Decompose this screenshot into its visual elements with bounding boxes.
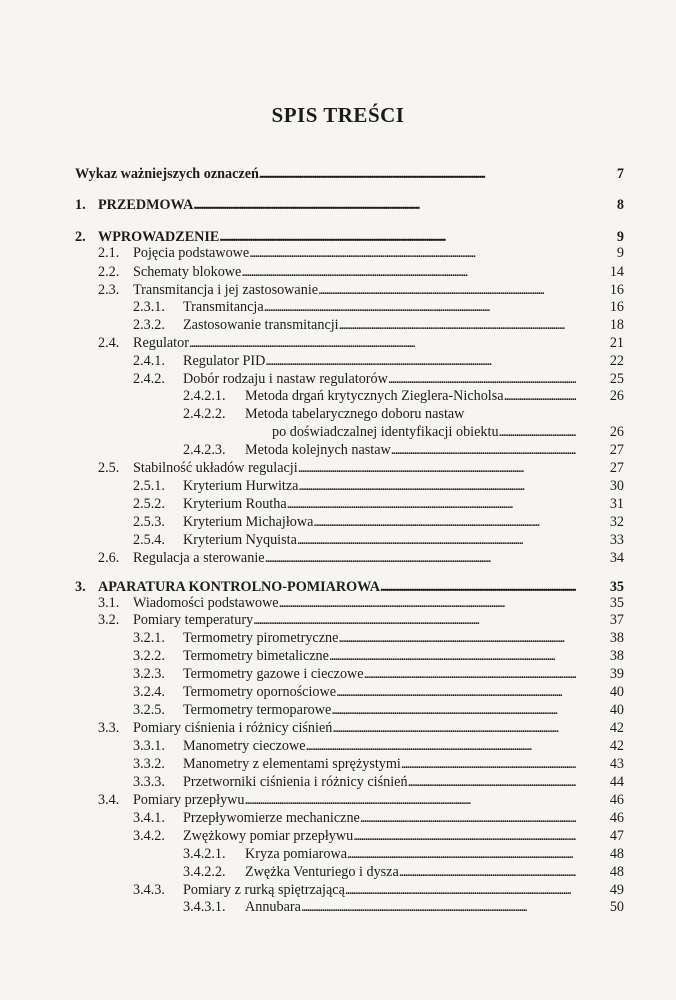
dot-leader [193, 196, 576, 214]
toc-entry [0, 737, 676, 755]
toc-entry-page: 31 [609, 496, 624, 512]
toc-entry-number: 3.2.1. [133, 630, 165, 646]
toc-entry-page: 9 [616, 245, 624, 261]
toc-entry-title: Termometry termoparowe [183, 702, 332, 718]
toc-entry [0, 405, 676, 423]
toc-entry-title: Termometry opornościowe [183, 684, 337, 700]
toc-entry-number: 3.4.1. [133, 810, 165, 826]
toc-entry-title: Annubara [245, 899, 301, 915]
toc-entry-page: 46 [609, 810, 624, 826]
toc-entry-title: Metoda drgań krytycznych Zieglera-Nicholsa [245, 388, 504, 404]
toc-entry-title: Kryza pomiarowa [245, 846, 348, 862]
toc-entry-page: 44 [609, 774, 624, 790]
toc-entry-title: Zwężkowy pomiar przepływu [183, 828, 354, 844]
dot-leader [253, 611, 576, 629]
toc-entry [0, 477, 676, 495]
toc-entry-number: 3.2.3. [133, 666, 165, 682]
toc-entry-number: 3.4.3. [133, 882, 165, 898]
toc-entry-page: 34 [609, 550, 624, 566]
toc-entry-title: Regulator [133, 335, 189, 351]
toc-entry [0, 281, 676, 299]
dot-leader [331, 701, 576, 719]
toc-entry-page: 8 [616, 197, 624, 213]
dot-leader [353, 827, 576, 845]
toc-entry-page: 30 [609, 478, 624, 494]
dot-leader [499, 423, 576, 441]
toc-entry-page: 33 [609, 532, 624, 548]
toc-entry [0, 459, 676, 477]
toc-entry-title: Wiadomości podstawowe [133, 595, 279, 611]
toc-entry-page: 46 [609, 792, 624, 808]
toc-entry-title: APARATURA KONTROLNO-POMIAROWA [98, 579, 381, 595]
dot-leader [313, 513, 576, 531]
toc-entry-number: 2.4.2. [133, 371, 165, 387]
toc-entry-page: 26 [609, 388, 624, 404]
toc-entry [0, 423, 676, 441]
toc-entry [0, 316, 676, 334]
toc-entry-page: 26 [609, 424, 624, 440]
toc-entry [0, 629, 676, 647]
toc-entry-number: 2.3.1. [133, 299, 165, 315]
toc-entry-title: Manometry cieczowe [183, 738, 306, 754]
toc-entry [0, 809, 676, 827]
dot-leader [301, 898, 576, 916]
toc-entry [0, 827, 676, 845]
toc-entry-title: Zwężka Venturiego i dysza [245, 864, 399, 880]
toc-entry [0, 898, 676, 916]
dot-leader [298, 459, 576, 477]
toc-entry-title: Kryterium Nyquista [183, 532, 297, 548]
toc-entry-number: 2.6. [98, 550, 120, 566]
toc-entry [0, 531, 676, 549]
dot-leader [339, 316, 576, 334]
toc-entry [0, 244, 676, 262]
toc-entry [0, 196, 676, 214]
toc-entry-title: Termometry bimetaliczne [183, 648, 329, 664]
toc-entry-number: 2.5.4. [133, 532, 165, 548]
toc-entry-number: 2.1. [98, 245, 120, 261]
toc-entry [0, 370, 676, 388]
toc-entry-page: 47 [609, 828, 624, 844]
toc-entry-page: 49 [609, 882, 624, 898]
toc-entry-title: Pojęcia podstawowe [133, 245, 250, 261]
toc-entry-page: 40 [609, 702, 624, 718]
toc-entry-page: 42 [609, 720, 624, 736]
toc-entry-number: 3.2.4. [133, 684, 165, 700]
toc-entry-number: 3.2.5. [133, 702, 165, 718]
toc-entry-title: PRZEDMOWA [98, 197, 194, 213]
dot-leader [329, 647, 576, 665]
toc-entry [0, 845, 676, 863]
page-title: SPIS TREŚCI [271, 103, 405, 127]
toc-entry-number: 3.4.2. [133, 828, 165, 844]
dot-leader [504, 387, 576, 405]
toc-entry-title: Zastosowanie transmitancji [183, 317, 339, 333]
dot-leader [241, 263, 576, 281]
toc-entry-number: 1. [75, 197, 86, 213]
dot-leader [264, 298, 576, 316]
toc-entry-number: 2.4.2.3. [183, 442, 226, 458]
toc-entry [0, 791, 676, 809]
toc-entry [0, 263, 676, 281]
toc-entry-title: Przepływomierze mechaniczne [183, 810, 360, 826]
toc-entry-page: 16 [609, 299, 624, 315]
toc-entry-number: 3.3.3. [133, 774, 165, 790]
dot-leader [408, 773, 576, 791]
toc-entry [0, 881, 676, 899]
toc-entry-page: 9 [616, 229, 624, 245]
toc-entry-number: 2.5.1. [133, 478, 165, 494]
toc-entry-page: 27 [609, 460, 624, 476]
toc-entry-number: 3.4. [98, 792, 120, 808]
toc-entry-page: 32 [609, 514, 624, 530]
dot-leader [345, 881, 576, 899]
dot-leader [298, 477, 576, 495]
dot-leader [265, 352, 576, 370]
toc-entry-number: 3. [75, 579, 86, 595]
dot-leader [401, 755, 576, 773]
toc-entry-title: Wykaz ważniejszych oznaczeń [75, 166, 259, 182]
dot-leader [189, 334, 576, 352]
dot-leader [297, 531, 576, 549]
toc-entry-number: 2.4.2.1. [183, 388, 226, 404]
toc-entry-title: Metoda tabelarycznego doboru nastaw [245, 406, 465, 422]
toc-entry-title: Pomiary przepływu [133, 792, 245, 808]
toc-entry-number: 3.3.1. [133, 738, 165, 754]
toc-entry [0, 594, 676, 612]
toc-entry [0, 387, 676, 405]
toc-entry [0, 755, 676, 773]
toc-entry-title: Kryterium Hurwitza [183, 478, 299, 494]
toc-entry [0, 665, 676, 683]
toc-entry-page: 25 [609, 371, 624, 387]
toc-entry-title: Pomiary temperatury [133, 612, 254, 628]
toc-entry-title: Metoda kolejnych nastaw [245, 442, 391, 458]
toc-entry [0, 352, 676, 370]
dot-leader [265, 549, 576, 567]
toc-entry [0, 513, 676, 531]
toc-entry-page: 14 [609, 264, 624, 280]
toc-entry-number: 2.3. [98, 282, 120, 298]
dot-leader [245, 791, 576, 809]
toc-entry-page: 35 [609, 579, 624, 595]
toc-entry-page: 22 [609, 353, 624, 369]
dot-leader [306, 737, 576, 755]
toc-entry-number: 3.3.2. [133, 756, 165, 772]
dot-leader [347, 845, 576, 863]
toc-entry-page: 35 [609, 595, 624, 611]
toc-entry [0, 647, 676, 665]
toc-entry-page: 42 [609, 738, 624, 754]
toc-entry-title: po doświadczalnej identyfikacji obiektu [272, 424, 499, 440]
toc-entry-number: 2.5.3. [133, 514, 165, 530]
toc-entry [0, 334, 676, 352]
toc-entry [0, 773, 676, 791]
toc-entry [0, 719, 676, 737]
toc-entry-title: Pomiary z rurką spiętrzającą [183, 882, 345, 898]
toc-entry-title: Pomiary ciśnienia i różnicy ciśnień [133, 720, 333, 736]
toc-entry [0, 165, 676, 183]
dot-leader [388, 370, 576, 388]
toc-entry [0, 298, 676, 316]
toc-entry-page: 38 [609, 630, 624, 646]
dot-leader [399, 863, 576, 881]
toc-entry-title: Transmitancja [183, 299, 264, 315]
dot-leader [336, 683, 576, 701]
toc-entry [0, 495, 676, 513]
toc-entry-page: 39 [609, 666, 624, 682]
toc-entry-number: 3.2.2. [133, 648, 165, 664]
dot-leader [391, 441, 576, 459]
dot-leader [332, 719, 576, 737]
toc-entry-number: 3.1. [98, 595, 120, 611]
toc-entry-number: 2. [75, 229, 86, 245]
toc-entry-number: 2.4. [98, 335, 120, 351]
toc-entry-number: 2.2. [98, 264, 120, 280]
toc-entry [0, 611, 676, 629]
dot-leader [360, 809, 576, 827]
toc-entry [0, 683, 676, 701]
toc-entry-page: 16 [609, 282, 624, 298]
toc-entry-title: Regulator PID [183, 353, 266, 369]
dot-leader [287, 495, 576, 513]
toc-entry-title: Kryterium Routha [183, 496, 287, 512]
toc-entry-title: Kryterium Michajłowa [183, 514, 314, 530]
toc-entry-number: 3.4.2.2. [183, 864, 226, 880]
toc-entry-title: Dobór rodzaju i nastaw regulatorów [183, 371, 388, 387]
toc-entry [0, 441, 676, 459]
toc-entry-page: 37 [609, 612, 624, 628]
toc-entry-title: Termometry gazowe i cieczowe [183, 666, 364, 682]
toc-entry-number: 2.3.2. [133, 317, 165, 333]
toc-entry [0, 549, 676, 567]
toc-entry-page: 38 [609, 648, 624, 664]
toc-entry-title: Transmitancja i jej zastosowanie [133, 282, 319, 298]
dot-leader [338, 629, 576, 647]
toc-entry-title: Stabilność układów regulacji [133, 460, 298, 476]
toc-entry-number: 2.4.1. [133, 353, 165, 369]
toc-entry-number: 2.5. [98, 460, 120, 476]
toc-entry-title: WPROWADZENIE [98, 229, 220, 245]
toc-entry-title: Schematy blokowe [133, 264, 242, 280]
dot-leader [259, 165, 576, 183]
toc-entry-title: Manometry z elementami sprężystymi [183, 756, 401, 772]
toc-entry-page: 7 [616, 166, 624, 182]
toc-entry-number: 3.3. [98, 720, 120, 736]
dot-leader [318, 281, 576, 299]
toc-entry-page: 48 [609, 846, 624, 862]
toc-entry-number: 2.4.2.2. [183, 406, 226, 422]
dot-leader [364, 665, 576, 683]
toc-entry-page: 21 [609, 335, 624, 351]
toc-entry-page: 18 [609, 317, 624, 333]
dot-leader [249, 244, 576, 262]
toc-entry-number: 3.4.3.1. [183, 899, 226, 915]
toc-entry [0, 701, 676, 719]
toc-entry-page: 40 [609, 684, 624, 700]
toc-entry-title: Termometry pirometryczne [183, 630, 339, 646]
toc-entry-number: 3.4.2.1. [183, 846, 226, 862]
toc-entry-page: 48 [609, 864, 624, 880]
toc-entry-page: 50 [609, 899, 624, 915]
dot-leader [279, 594, 576, 612]
toc-entry-title: Przetworniki ciśnienia i różnicy ciśnień [183, 774, 408, 790]
toc-entry-number: 3.2. [98, 612, 120, 628]
toc-entry-page: 43 [609, 756, 624, 772]
toc-entry-number: 2.5.2. [133, 496, 165, 512]
toc-entry-page: 27 [609, 442, 624, 458]
toc-entry [0, 863, 676, 881]
toc-entry-title: Regulacja a sterowanie [133, 550, 265, 566]
